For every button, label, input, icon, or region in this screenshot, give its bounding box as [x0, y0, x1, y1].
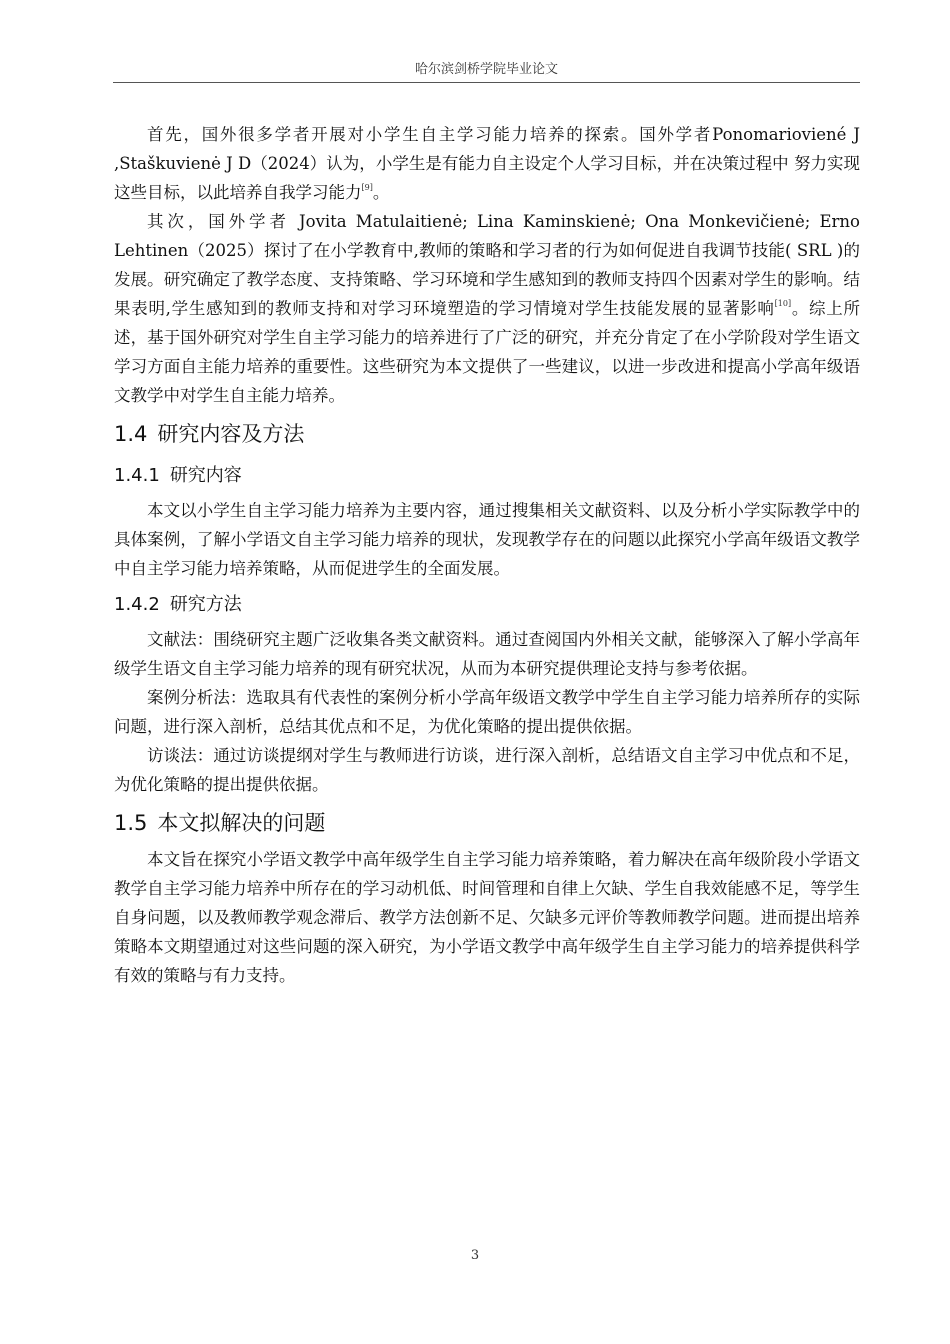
paragraph-foreign-research-1: [114, 120, 860, 207]
subsection-heading-1-4-1: [114, 458, 860, 494]
running-header: 哈尔滨剑桥学院毕业论文: [113, 58, 860, 83]
section-title: 本文拟解决的问题: [157, 811, 326, 835]
paragraph-case-method: 案例分析法：选取具有代表性的案例分析小学高年级语文教学中学生自主学习能力培养所存的实际问题，进行深入剖析，总结其优点和不足，为优化策略的提出提供依据。: [114, 688, 860, 736]
citation-ref: [10]: [774, 299, 792, 308]
section-number: 1.4: [114, 422, 148, 446]
paragraph-literature-method: 文献法：围绕研究主题广泛收集各类文献资料。通过查阅国内外相关文献，能够深入了解小学高年级学生语文自主学习能力培养的现有研究状况，从而为本研究提供理论支持与参考依据。: [114, 630, 860, 678]
page-body: [114, 120, 860, 990]
page-number: 3: [470, 1248, 480, 1263]
paragraph-text: 首先，国外很多学者开展对小学生自主学习能力培养的探索。国外学者Ponomarioviené J ,Staškuvienė J D（2024）认为，小学生是有能力自主设定个人学习目标，并在决策过程中 努力实现这些目标，以此培养自我学习能力: [114, 125, 860, 202]
paragraph-interview-method: 访谈法：通过访谈提纲对学生与教师进行访谈，进行深入剖析，总结语文自主学习中优点和不足，为优化策略的提出提供依据。: [114, 746, 860, 794]
section-title: 研究方法: [169, 594, 242, 615]
paragraph-text: 其次，国外学者 Jovita Matulaitienė; Lina Kaminskienė; Ona Monkevičienė; Erno Lehtinen（2025）探讨了在小学教育中,教师的策略和学习者的行为如何促进自我调节技能( SRL )的发展。研究确定了教学态度、支持策略、学习环境和学生感知到的教师支持四个因素对学生的影响。结果表明,学生感知到的教师支持和对学习环境塑造的学习情境对学生技能发展的显著影响: [114, 212, 860, 318]
section-number: 1.4.2: [114, 594, 160, 615]
section-number: 1.4.1: [114, 465, 160, 486]
section-title: 研究内容及方法: [157, 422, 305, 446]
section-heading-1-4: [114, 414, 860, 454]
subsection-heading-1-4-2: [114, 587, 860, 623]
paragraph-problems: 本文旨在探究小学语文教学中高年级学生自主学习能力培养策略，着力解决在高年级阶段小学语文教学自主学习能力培养中所存在的学习动机低、时间管理和自律上欠缺、学生自我效能感不足，等学生自身问题，以及教师教学观念滞后、教学方法创新不足、欠缺多元评价等教师教学问题。进而提出培养策略本文期望通过对这些问题的深入研究，为小学语文教学中高年级学生自主学习能力的培养提供科学有效的策略与有力支持。: [114, 850, 860, 985]
paragraph-research-content: 本文以小学生自主学习能力培养为主要内容，通过搜集相关文献资料、以及分析小学实际教学中的具体案例，了解小学语文自主学习能力培养的现状，发现教学存在的问题以此探究小学高年级语文教学中自主学习能力培养策略，从而促进学生的全面发展。: [114, 501, 860, 578]
paragraph-tail: 。: [372, 183, 390, 202]
paragraph-foreign-research-2: [114, 207, 860, 410]
paragraph-tail: 。综上所述，基于国外研究对学生自主学习能力的培养进行了广泛的研究，并充分肯定了在小学阶段对学生语文学习方面自主能力培养的重要性。这些研究为本文提供了一些建议，以进一步改进和提高小学高年级语文教学中对学生自主能力培养。: [114, 299, 861, 405]
section-number: 1.5: [114, 811, 148, 835]
section-heading-1-5: [114, 803, 860, 843]
citation-ref: [9]: [361, 183, 373, 192]
section-title: 研究内容: [169, 465, 242, 486]
